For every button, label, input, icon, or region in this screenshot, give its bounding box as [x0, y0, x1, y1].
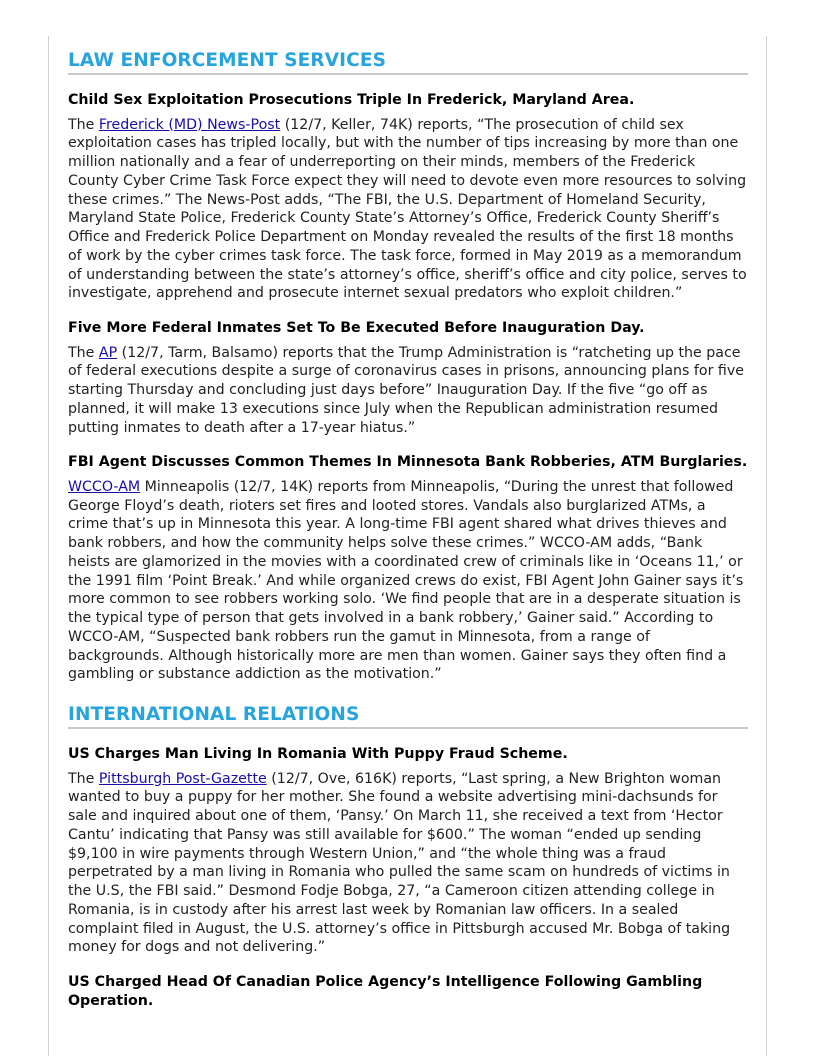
article-body-lead: The — [68, 116, 99, 133]
article-body — [68, 478, 748, 684]
article — [68, 319, 748, 437]
article-headline: Five More Federal Inmates Set To Be Executed Before Inauguration Day. — [68, 320, 645, 336]
source-link[interactable]: Pittsburgh Post-Gazette — [98, 770, 267, 787]
article — [68, 973, 748, 1010]
article-headline: FBI Agent Discusses Common Themes In Minnesota Bank Robberies, ATM Burglaries. — [68, 454, 748, 471]
section-title-international-relations: INTERNATIONAL RELATIONS — [68, 704, 748, 729]
article-body-text: Minneapolis (12/7, 14K) reports from Minneapolis, “During the unrest that followed George Floyd’s death, rioters set fires and looted stores. Vandals also burglarized ATMs, a crime that’s up in Minnesota this year. A long-time FBI agent shared what drives thieves and bank robbers, and how the community helps solve these crimes.” WCCO-AM adds, “Bank heists are glamorized in the movies with a coordinated crew of criminals like in ‘Oceans 11,’ or the 1991 film ‘Point Break.’ And while organized crews do exist, FBI Agent John Gainer says it’s more common to see robbers working solo. ‘We find people that are in a desperate situation is the typical type of person that gets involved in a bank robbery,’ Gainer said.” According to WCCO-AM, “Suspected bank robbers run the gamut in Minnesota, from a range of backgrounds. Although historically more are men than women. Gainer says they often find a gambling or substance addiction as the motivation.” — [68, 478, 744, 683]
article-headline: US Charged Head Of Canadian Police Agency’s Intelligence Following Gambling Operation. — [68, 974, 703, 1009]
section-title-law-enforcement: LAW ENFORCEMENT SERVICES — [68, 50, 748, 75]
article-body-text: (12/7, Keller, 74K) reports, “The prosecution of child sex exploitation cases has tripled locally, but with the number of tips increasing by more than one million nationally and a fear of underreporting on their minds, members of the Frederick County Cyber Crime Task Force expect they will need to devote even more resources to solving these crimes.” The News-Post adds, “The FBI, the U.S. Department of Homeland Security, Maryland State Police, Frederick County State’s Attorney’s Office, Frederick County Sheriff’s Office and Frederick Police Department on Monday revealed the results of the first 18 months of work by the cyber crimes task force. The task force, formed in May 2019 as a memorandum of understanding between the state’s attorney’s office, sheriff’s office and city police, serves to investigate, apprehend and prosecute internet sexual predators who exploit children.” — [68, 116, 747, 302]
article-headline: Child Sex Exploitation Prosecutions Triple In Frederick, Maryland Area. — [68, 92, 635, 108]
article-headline: US Charges Man Living In Romania With Puppy Fraud Scheme. — [68, 746, 568, 762]
source-link[interactable]: AP — [98, 344, 118, 361]
article-body-text: (12/7, Ove, 616K) reports, “Last spring, a New Brighton woman wanted to buy a puppy for her mother. She found a website advertising mini-dachsunds for sale and inquired about one of them, ‘Pansy.’ On March 11, she received a text from ‘Hector Cantu’ indicating that Pansy was still available for $600.” The woman “ended up sending $9,100 in wire payments through Western Union,” and “the whole thing was a fraud perpetrated by a man living in Romania who pulled the same scam on hundreds of victims in the U.S, the FBI said.” Desmond Fodje Bobga, 27, “a Cameroon citizen attending college in Romania, is in custody after his arrest last week by Romanian law officers. In a sealed complaint filed in August, the U.S. attorney’s office in Pittsburgh accused Mr. Bobga of taking money for dogs and not delivering.” — [68, 770, 731, 956]
newsletter-content — [68, 50, 748, 1016]
source-link[interactable]: Frederick (MD) News-Post — [98, 116, 281, 133]
article-body-lead: The — [68, 344, 99, 361]
article — [68, 453, 748, 684]
article-body — [68, 344, 748, 438]
source-link[interactable]: WCCO-AM — [68, 478, 141, 495]
article — [68, 91, 748, 303]
newsletter-page — [48, 36, 767, 1056]
article-body — [68, 116, 748, 304]
article-body-lead: The — [68, 770, 99, 787]
article-body-text: (12/7, Tarm, Balsamo) reports that the Trump Administration is “ratcheting up the pace of federal executions despite a surge of coronavirus cases in prisons, announcing plans for five starting Thursday and concluding just days before” Inauguration Day. If the five “go off as planned, it will make 13 executions since July when the Republican administration resumed putting inmates to death after a 17-year hiatus.” — [68, 344, 744, 436]
article-body — [68, 770, 748, 958]
article — [68, 745, 748, 957]
